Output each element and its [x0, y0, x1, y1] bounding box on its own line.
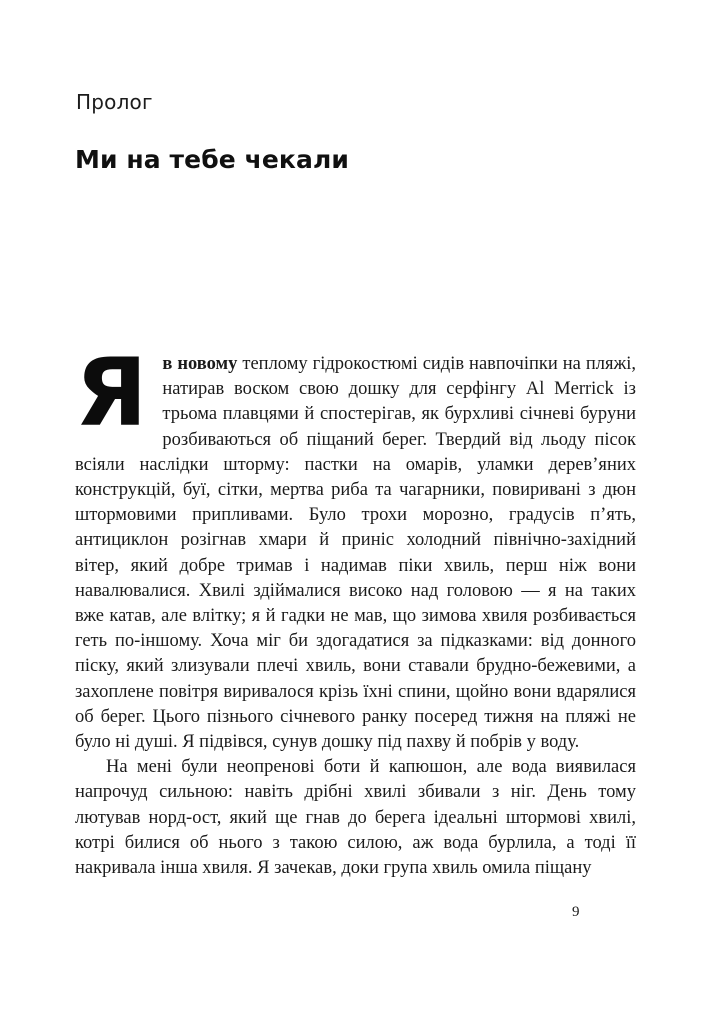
paragraph-1-text: теплому гідрокостюмі сидів навпочіпки на пляжі, натирав воском свою дошку для серфінгу Al Merrick із трьома плавцями й спостерігав, як бурхливі січневі буруни розбиваються об піщаний берег. Твердий від льоду пісок всіяли наслідки шторму: пастки на омарів, уламки дерев’яних конструкцій, буї, сітки, мертва риба та чагарники, повиривані з дюн штормовими припливами. Було трохи морозно, градусів п’ять, антициклон розігнав хмари й приніс холодний північно-західний вітер, який добре тримав і надимав піки хвиль, перш ніж вони навалювалися. Хвилі здіймалися високо над головою — я на таких вже катав, але влітку; я й гадки не мав, що зимова хвиля розбивається геть по-іншому. Хоча міг би здогадатися за підказками: від донного піску, який злизували плечі хвиль, вони ставали брудно-бежевими, а захоплене повітря виривалося крізь їхні спини, щойно вони вдарялися об берег. Цього пізнього січневого ранку посеред тижня на пляжі не було ні душі. Я підвівся, сунув дошку під пахву й побрів у воду. — [75, 354, 637, 753]
paragraph-1 — [75, 339, 637, 755]
section-label: Пролог — [76, 90, 153, 114]
paragraph-2: На мені були неопренові боти й капюшон, але вода виявилася напрочуд сильною: навіть дрібні хвилі збивали з ніг. День тому лютував норд-ост, який ще гнав до берега ідеальні штормові хвилі, котрі билися об нього з такою силою, аж вода бурлила, а тоді її накривала інша хвиля. Я зачекав, доки група хвиль омила піщану — [75, 757, 636, 879]
chapter-title: Ми на тебе чекали — [75, 145, 349, 174]
lead-bold-text: в новому — [162, 354, 238, 374]
dropcap-letter: Я — [75, 339, 148, 448]
body-text — [75, 339, 637, 881]
page-number: 9 — [572, 904, 580, 920]
